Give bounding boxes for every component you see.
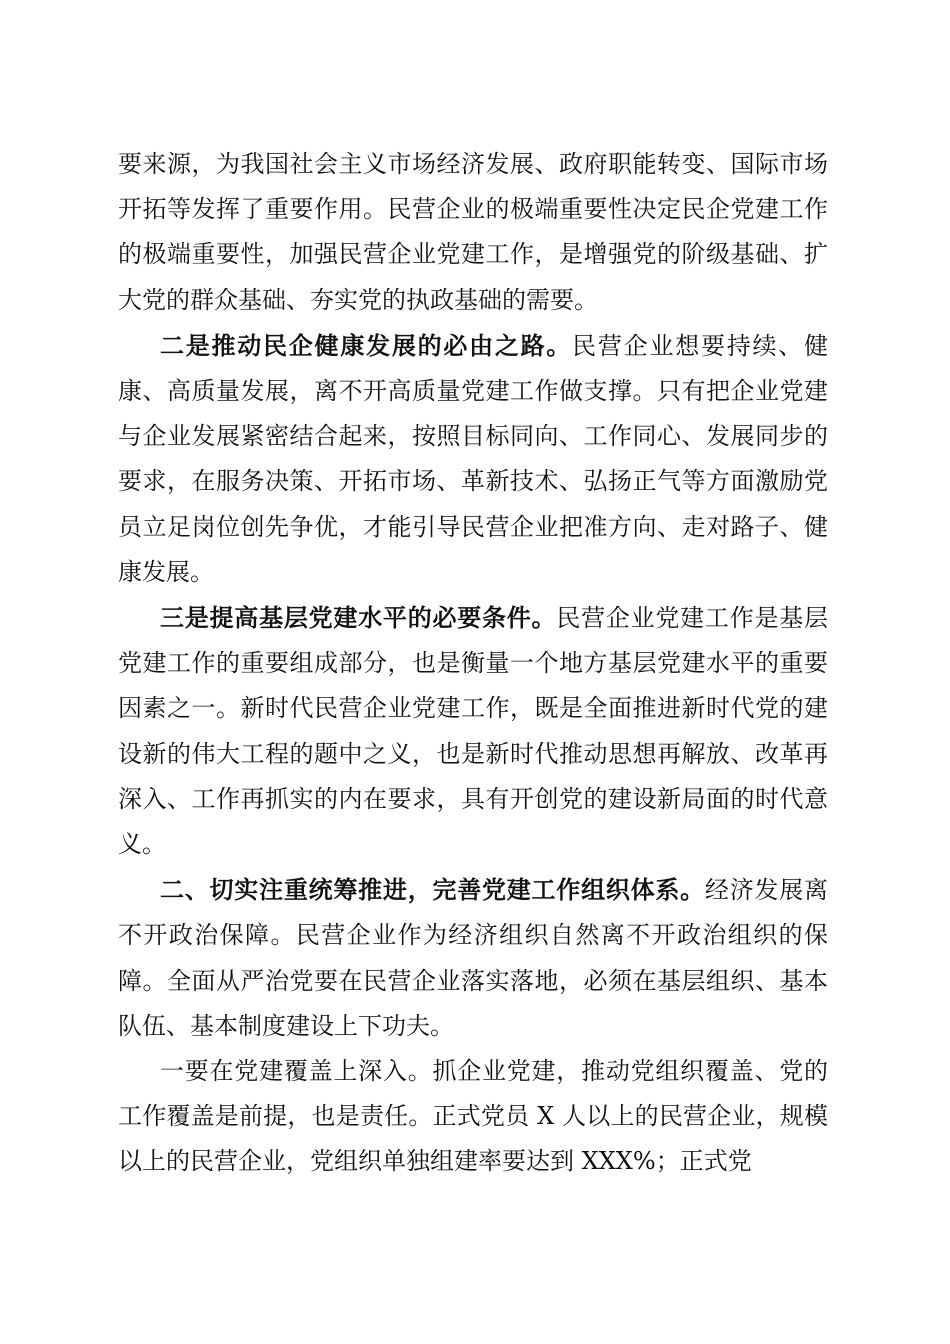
- paragraph-3-heading: 三是提高基层党建水平的必要条件。: [160, 603, 557, 633]
- paragraph-3-text: 民营企业党建工作是基层党建工作的重要组成部分，也是衡量一个地方基层党建水平的重要因素之一。新时代民营企业党建工作，既是全面推进新时代党的建设新的伟大工程的题中之义，也是新时代推动思想再解放、改革再深入、工作再抓实的内在要求，具有开创党的建设新局面的时代意义。: [118, 604, 829, 859]
- paragraph-5: [118, 1049, 828, 1185]
- paragraph-5-text: 一要在党建覆盖上深入。抓企业党建，推动党组织覆盖、党的工作覆盖是前提，也是责任。正式党员 X 人以上的民营企业，规模以上的民营企业，党组织单独组建率要达到 XXX%；正式党: [118, 1057, 828, 1176]
- section-heading: 二、切实注重统筹推进，完善党建工作组织体系。: [160, 875, 705, 905]
- document-body: [118, 142, 828, 1185]
- paragraph-2-text: 民营企业想要持续、健康、高质量发展，离不开高质量党建工作做支撑。只有把企业党建与企业发展紧密结合起来，按照目标同向、工作同心、发展同步的要求，在服务决策、开拓市场、革新技术、弘扬正气等方面激励党员立足岗位创先争优，才能引导民营企业把准方向、走对路子、健康发展。: [118, 331, 829, 586]
- paragraph-4-text: 经济发展离不开政治保障。民营企业作为经济组织自然离不开政治组织的保障。全面从严治党要在民营企业落实落地，必须在基层组织、基本队伍、基本制度建设上下功夫。: [118, 876, 828, 1040]
- paragraph-2: [118, 323, 828, 595]
- paragraph-1-text: 要来源，为我国社会主义市场经济发展、政府职能转变、国际市场开拓等发挥了重要作用。民营企业的极端重要性决定民企党建工作的极端重要性，加强民营企业党建工作，是增强党的阶级基础、扩大党的群众基础、夯实党的执政基础的需要。: [118, 150, 828, 314]
- paragraph-1: [118, 142, 828, 323]
- paragraph-4: [118, 867, 828, 1049]
- paragraph-3: [118, 595, 828, 867]
- paragraph-2-heading: 二是推动民企健康发展的必由之路。: [160, 330, 573, 360]
